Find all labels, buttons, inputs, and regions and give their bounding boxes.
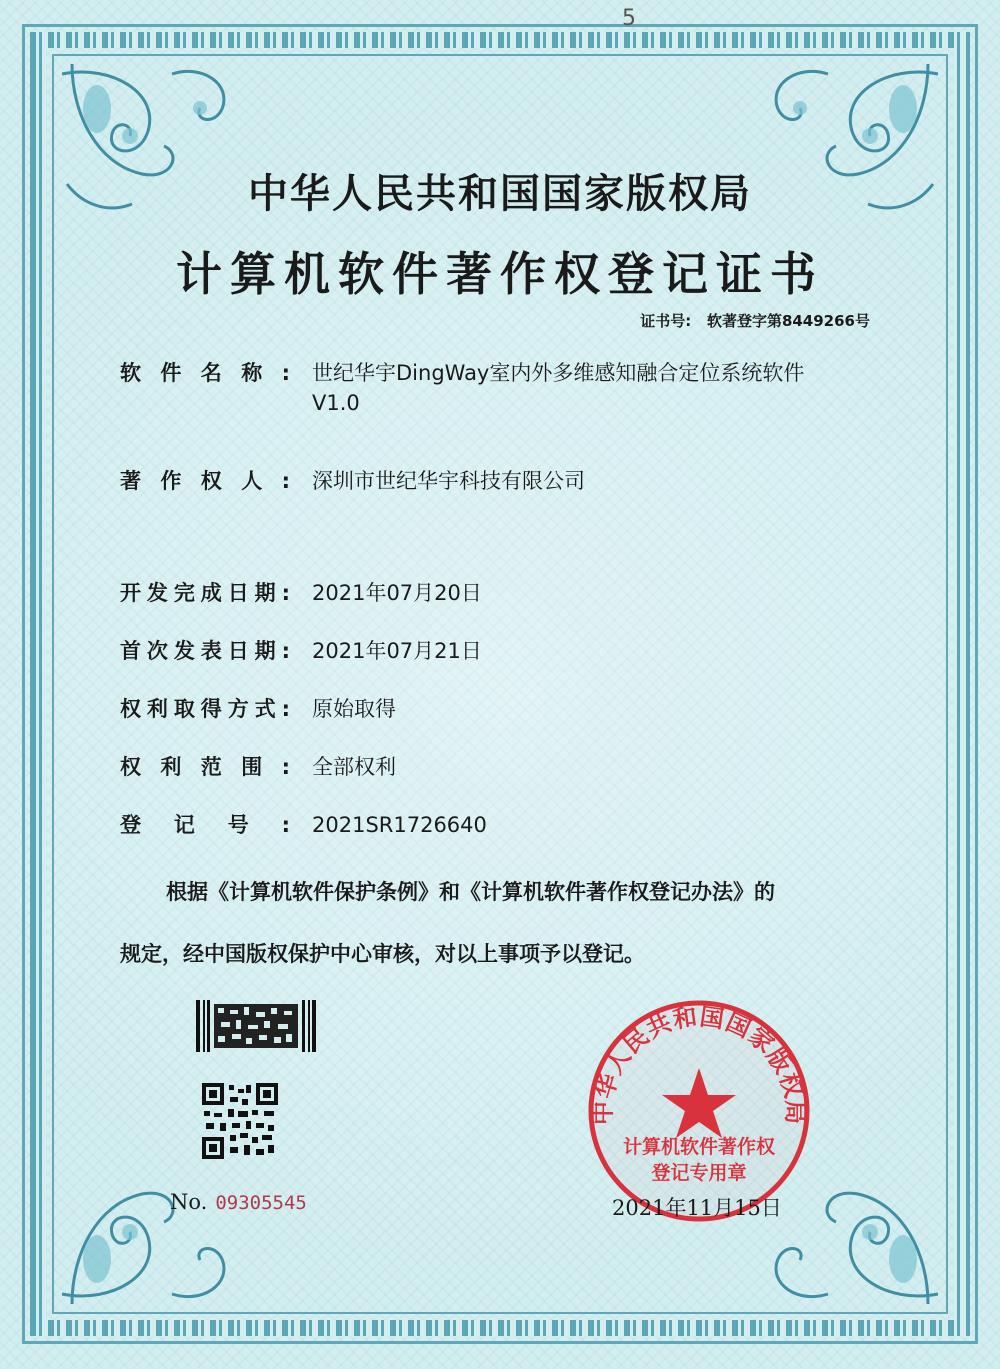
serial-number bbox=[170, 1190, 307, 1214]
field-value: 深圳市世纪华宇科技有限公司 bbox=[312, 469, 585, 493]
field-acquisition-method bbox=[120, 694, 396, 724]
seal-ring-text: 中华人民共和国国家版权局 bbox=[588, 1002, 810, 1126]
statement-line1: 根据《计算机软件保护条例》和《计算机软件著作权登记办法》的 bbox=[166, 880, 775, 904]
scroll-ornament-icon bbox=[52, 1144, 252, 1314]
field-first-publish-date bbox=[120, 636, 482, 666]
software-version: V1.0 bbox=[312, 391, 360, 415]
qr-code-icon bbox=[202, 1083, 278, 1159]
field-dev-complete-date bbox=[120, 578, 482, 608]
certificate-number bbox=[640, 310, 870, 331]
field-rights-scope bbox=[120, 752, 396, 782]
field-label: 权利取得方式: bbox=[120, 697, 290, 721]
serial-value: 09305545 bbox=[215, 1192, 307, 1214]
field-value bbox=[312, 358, 804, 418]
serial-prefix: No. bbox=[170, 1190, 208, 1214]
issue-date: 2021年11月15日 bbox=[612, 1196, 782, 1220]
handwritten-mark: 5 bbox=[622, 6, 636, 31]
field-label: 权利范围: bbox=[120, 755, 290, 779]
field-label: 软件名称: bbox=[120, 361, 290, 385]
field-registration-number bbox=[120, 810, 487, 840]
field-label: 登记号: bbox=[120, 813, 290, 837]
statement bbox=[120, 876, 910, 968]
certificate-title: 计算机软件著作权登记证书 bbox=[176, 247, 824, 301]
field-value: 2021年07月21日 bbox=[312, 639, 482, 663]
field-label: 首次发表日期: bbox=[120, 639, 290, 663]
software-name-line1: 世纪华宇DingWay室内外多维感知融合定位系统软件 bbox=[312, 361, 805, 385]
field-software-name bbox=[120, 358, 804, 418]
cert-no-value: 软著登字第8449266号 bbox=[706, 312, 870, 330]
barcode-icon bbox=[196, 1000, 316, 1052]
field-value: 2021SR1726640 bbox=[312, 813, 487, 837]
field-value: 全部权利 bbox=[312, 755, 396, 779]
seal-line2: 登记专用章 bbox=[651, 1162, 747, 1184]
statement-line2: 规定，经中国版权保护中心审核，对以上事项予以登记。 bbox=[120, 942, 645, 966]
seal-line1: 计算机软件著作权 bbox=[622, 1136, 775, 1158]
field-label: 著作权人: bbox=[120, 469, 290, 493]
issuing-authority: 中华人民共和国国家版权局 bbox=[248, 171, 752, 217]
field-copyright-owner bbox=[120, 466, 585, 496]
field-label: 开发完成日期: bbox=[120, 581, 290, 605]
cert-no-label: 证书号: bbox=[640, 312, 692, 330]
field-value: 原始取得 bbox=[312, 697, 396, 721]
field-value: 2021年07月20日 bbox=[312, 581, 482, 605]
